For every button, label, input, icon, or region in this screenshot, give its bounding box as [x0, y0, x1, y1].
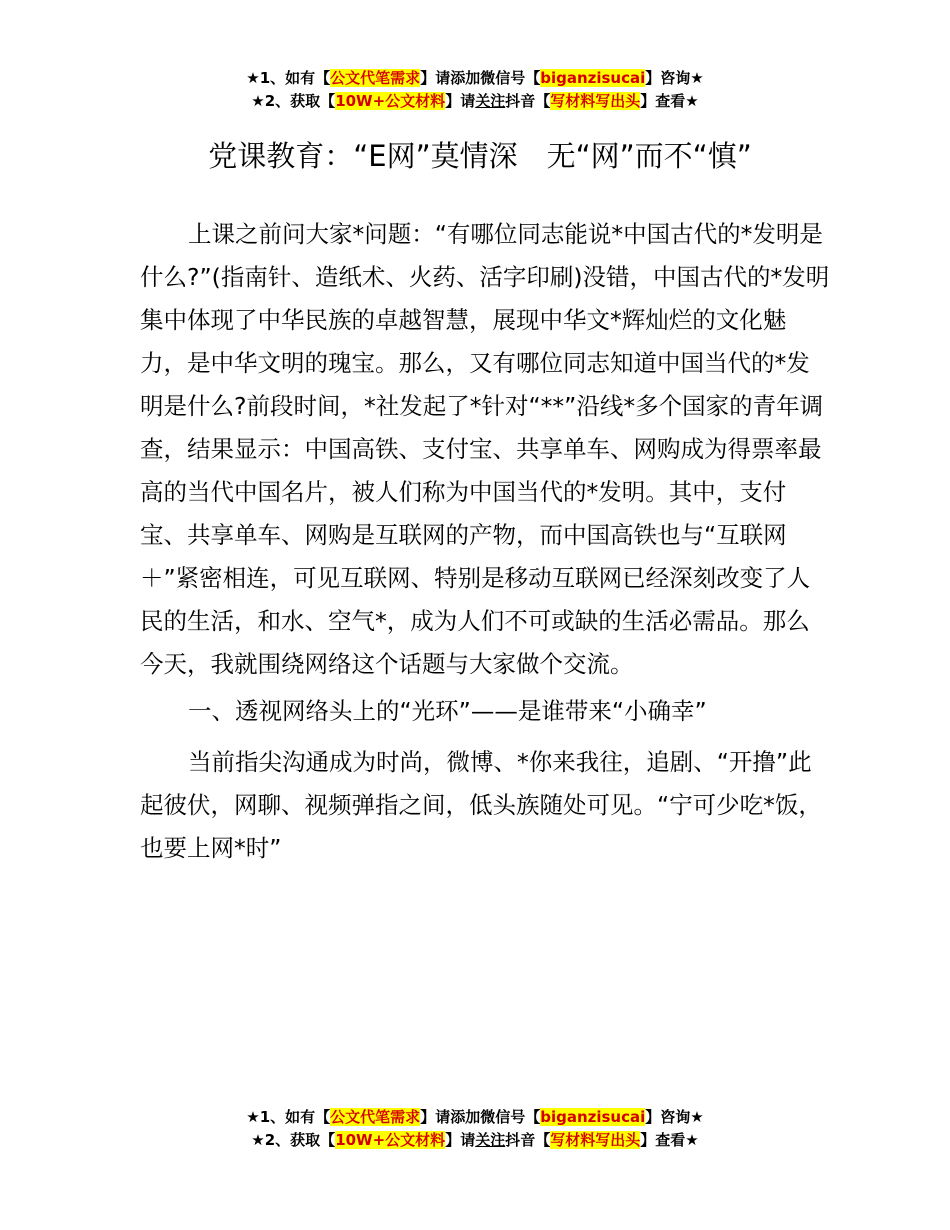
section-heading: 一、透视网络头上的“光环”——是谁带来“小确幸” [188, 697, 707, 725]
banner-text: 】请 [445, 92, 476, 110]
banner-line-2 [0, 1129, 950, 1152]
banner-text: 】请添加微信号【 [420, 1108, 541, 1126]
highlight-douyin-account: 写材料写出头 [550, 92, 641, 110]
paragraph-intro: 上课之前问大家*问题：“有哪位同志能说*中国古代的*发明是什么?”(指南针、造纸术、火药、活字印刷)没错，中国古代的*发明集中体现了中华民族的卓越智慧，展现中华文*辉灿烂的文化魅力，是中华文明的瑰宝。那么，又有哪位同志知道中国当代的*发明是什么?前段时间，*社发起了*针对“**”沿线*多个国家的青年调查，结果显示：中国高铁、支付宝、共享单车、网购成为得票率最高的当代中国名片，被人们称为中国当代的*发明。其中，支付宝、共享单车、网购是互联网的产物，而中国高铁也与“互联网＋”紧密相连，可见互联网、特别是移动互联网已经深刻改变了人民的生活，和水、空气*，成为人们不可或缺的生活必需品。那么今天，我就围绕网络这个话题与大家做个交流。 [140, 220, 830, 678]
banner-text: 】查看★ [640, 1131, 699, 1149]
highlight-service: 公文代笔需求 [330, 69, 421, 87]
highlight-materials: 10W+公文材料 [335, 92, 446, 110]
document-body [140, 213, 830, 874]
highlight-service: 公文代笔需求 [330, 1108, 421, 1126]
highlight-wechat-id: biganzisucai [540, 1108, 646, 1126]
banner-text: 】咨询★ [645, 69, 704, 87]
underlined-follow: 关注 [475, 1131, 506, 1149]
banner-text: ★2、获取【 [251, 92, 336, 110]
page-title: 党课教育：“E网”莫情深 无“网”而不“慎” [208, 139, 752, 174]
paragraph-body: 当前指尖沟通成为时尚，微博、*你来我往，追剧、“开撸”此起彼伏，网聊、视频弹指之间，低头族随处可见。“宁可少吃*饭，也要上网*时” [140, 748, 822, 862]
banner-line-1 [0, 1106, 950, 1129]
banner-text: ★1、如有【 [246, 69, 331, 87]
banner-line-2 [0, 90, 950, 113]
highlight-materials: 10W+公文材料 [335, 1131, 446, 1149]
banner-text: ★1、如有【 [246, 1108, 331, 1126]
banner-text: 】咨询★ [645, 1108, 704, 1126]
highlight-douyin-account: 写材料写出头 [550, 1131, 641, 1149]
underlined-follow: 关注 [475, 92, 506, 110]
banner-line-1 [0, 67, 950, 90]
banner-text: 】查看★ [640, 92, 699, 110]
header-banner [0, 67, 950, 113]
footer-banner [0, 1106, 950, 1152]
banner-text: 】请添加微信号【 [420, 69, 541, 87]
banner-text: 抖音【 [505, 1131, 551, 1149]
banner-text: 】请 [445, 1131, 476, 1149]
banner-text: ★2、获取【 [251, 1131, 336, 1149]
banner-text: 抖音【 [505, 92, 551, 110]
highlight-wechat-id: biganzisucai [540, 69, 646, 87]
